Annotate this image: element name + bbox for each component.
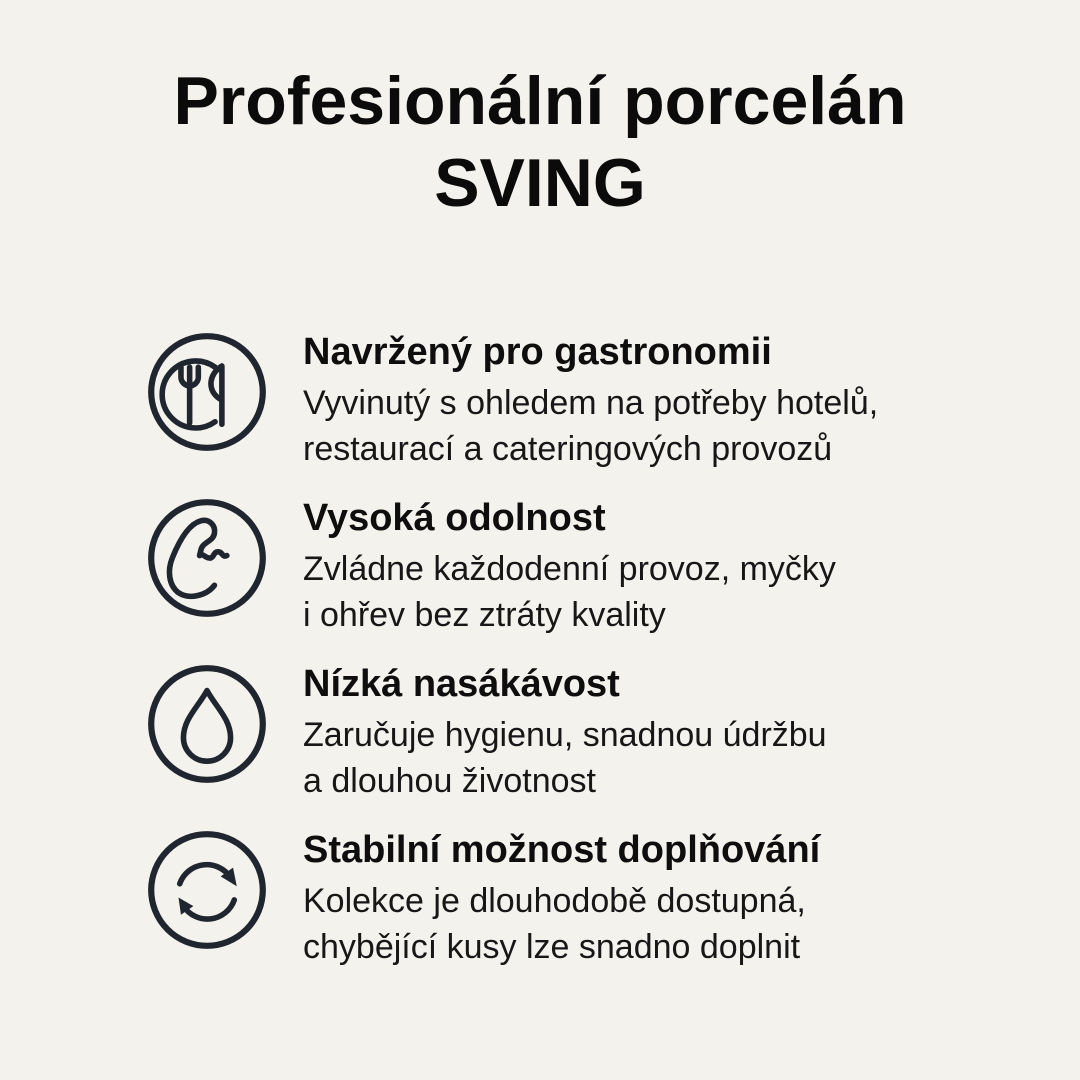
feature-text-durability: [303, 496, 836, 638]
feature-item-durability: [145, 496, 955, 638]
muscle-bicep-icon: [145, 496, 269, 620]
feature-heading: Navržený pro gastronomii: [303, 331, 772, 373]
feature-text-gastronomy: [303, 330, 878, 472]
feature-description-line: i ohřev bez ztráty kvality: [303, 596, 666, 634]
water-drop-icon: [145, 662, 269, 786]
page-title-line-1: Profesionální porcelán: [173, 63, 907, 139]
refresh-cycle-icon: [145, 828, 269, 952]
feature-heading: Nízká nasákávost: [303, 663, 620, 705]
feature-description: [303, 546, 836, 638]
feature-description-line: Vyvinutý s ohledem na potřeby hotelů,: [303, 384, 879, 422]
feature-text-restocking: [303, 828, 820, 970]
feature-heading: Vysoká odolnost: [303, 497, 606, 539]
feature-description-line: Zaručuje hygienu, snadnou údržbu: [303, 716, 827, 754]
feature-item-absorption: [145, 662, 955, 804]
feature-item-gastronomy: [145, 330, 955, 472]
restaurant-plate-cutlery-icon: [145, 330, 269, 454]
feature-description: [303, 878, 820, 970]
feature-description-line: Kolekce je dlouhodobě dostupná,: [303, 882, 806, 920]
feature-description-line: restaurací a cateringových provozů: [303, 430, 833, 468]
feature-description: [303, 712, 827, 804]
feature-heading: Stabilní možnost doplňování: [303, 829, 821, 871]
feature-description: [303, 380, 878, 472]
feature-list: [145, 330, 955, 994]
feature-text-absorption: [303, 662, 827, 804]
page-title: [0, 60, 1080, 224]
feature-item-restocking: [145, 828, 955, 970]
feature-description-line: a dlouhou životnost: [303, 762, 596, 800]
page-title-line-2: SVING: [434, 145, 646, 221]
feature-description-line: Zvládne každodenní provoz, myčky: [303, 550, 836, 588]
feature-description-line: chybějící kusy lze snadno doplnit: [303, 928, 801, 966]
